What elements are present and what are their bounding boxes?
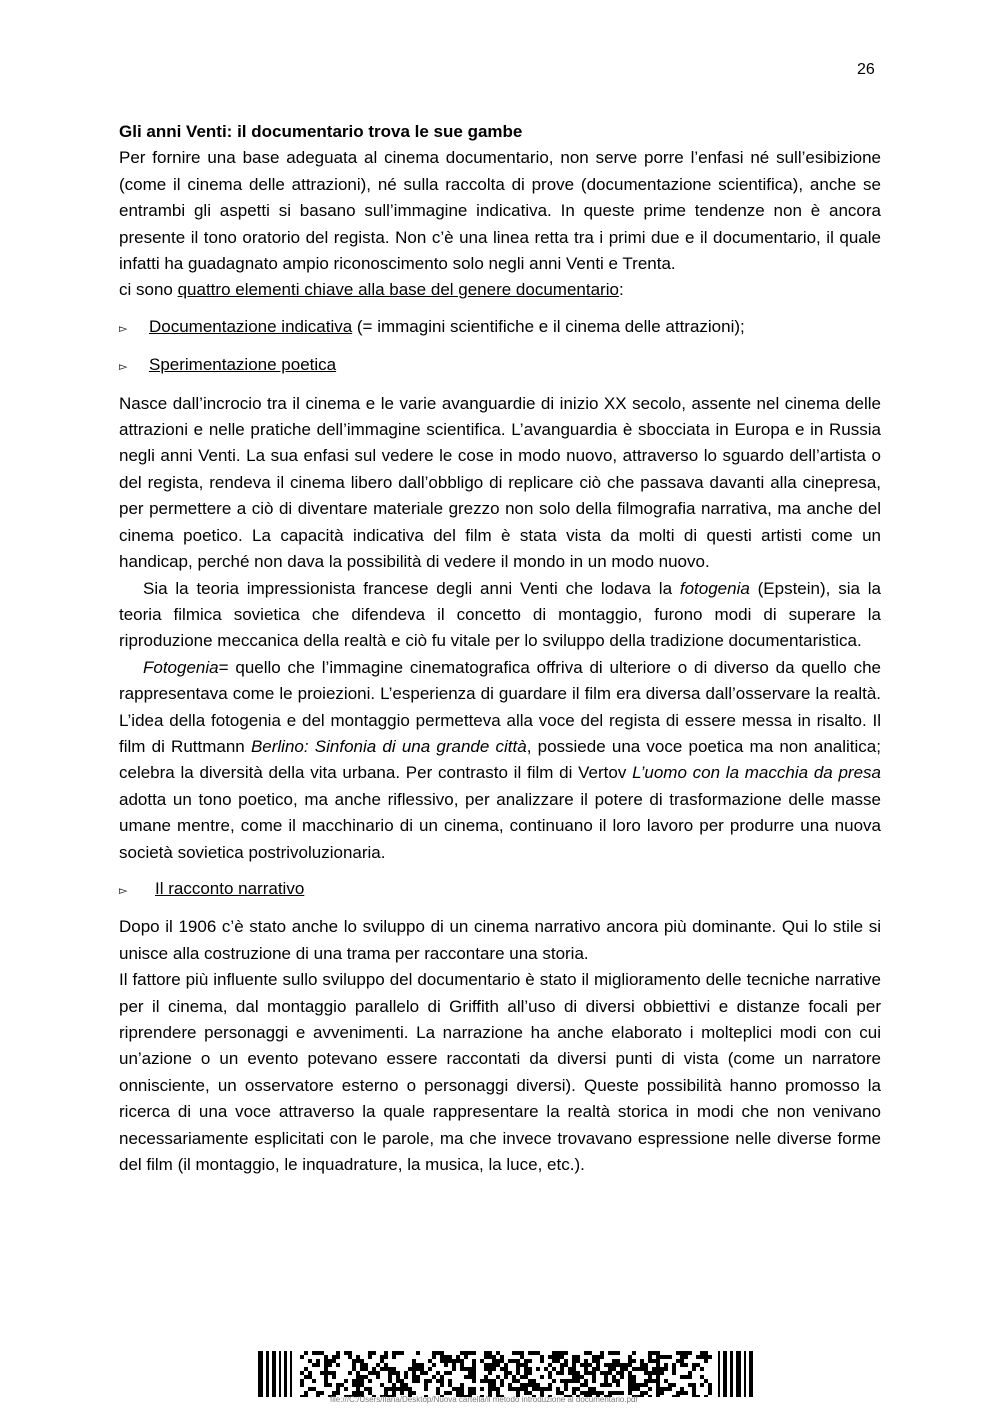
teoria-text-b: (Epstein), sia la teoria filmica sovietica che difendeva il concetto di montaggio, furono modi di superare la riproduzione meccanica della realtà e ciò fu vitale per lo sviluppo della tradizione documentaristica. (119, 578, 881, 651)
bullet-label: Sperimentazione poetica (149, 355, 337, 375)
section-heading: Gli anni Venti: il documentario trova le sue gambe (119, 122, 523, 141)
bullet-racconto (119, 876, 881, 904)
fotogenia-text-b: , possiede una voce poetica ma non analitica; celebra la diversità della vita urbana. Per contrasto il film di Vertov (119, 736, 881, 783)
bullet-label: Documentazione indicativa (149, 316, 353, 336)
intro-paragraph: Per fornire una base adeguata al cinema documentario, non serve porre l’enfasi né sull’esibizione (come il cinema delle attrazioni), né sulla raccolta di prove (documentazione scientifica), anche se entrambi gli aspetti si basano sull’immagine indicativa. In queste prime tendenze non è ancora presente il tono oratorio del regista. Non c’è una linea retta tra i primi due e il documentario, il quale infatti ha guadagnato ampio riconoscimento solo negli anni Venti e Trenta. (119, 148, 881, 274)
document-body (119, 119, 881, 1178)
page-number: 26 (857, 61, 875, 78)
fotogenia-text-c: adotta un tono poetico, ma anche riflessivo, per analizzare il potere di trasformazione delle masse umane mentre, come il macchinario di un cinema, continuano il loro lavoro per produrre una nuova società sovietica postrivoluzionaria. (119, 789, 881, 862)
fotogenia-paragraph (119, 655, 881, 866)
key-intro-underlined: quattro elementi chiave alla base del genere documentario (177, 280, 619, 300)
bullet-arrow-icon: ▻ (119, 322, 128, 335)
bullet-arrow-icon: ▻ (119, 361, 128, 374)
teoria-paragraph (119, 576, 881, 655)
paragraph-1906: Dopo il 1906 c’è stato anche lo sviluppo di un cinema narrativo ancora più dominante. Qui lo stile si unisce alla costruzione di una trama per raccontare una storia. (119, 917, 881, 963)
key-elements-intro (119, 277, 881, 303)
paragraph-fattore: Il fattore più influente sullo sviluppo del documentario è stato il miglioramento delle tecniche narrative per il cinema, dal montaggio parallelo di Griffith all’uso di diversi obbiettivi e distanze focali per riprendere personaggi e avvenimenti. La narrazione ha anche elaborato i molteplici modi con cui un’azione o un evento potevano essere raccontati da diversi punti di vista (come un narratore onnisciente, un osservatore esterno o personaggi diversi). Queste possibilità hanno promosso la ricerca di una voce attraverso la quale rappresentare la realtà storica in modi che non venivano necessariamente esplicitati con le parole, ma che invece trovavano espressione nelle diverse forme del film (il montaggio, le inquadrature, la musica, la luce, etc.). (119, 970, 881, 1175)
bullet-documentazione (119, 314, 881, 342)
film-title-berlino: Berlino: Sinfonia di una grande città (250, 736, 527, 756)
teoria-text-a: Sia la teoria impressionista francese degli anni Venti che lodava la (143, 578, 680, 598)
bullet-label: Il racconto narrativo (155, 878, 305, 898)
key-intro-post: : (618, 280, 624, 300)
avanguardie-paragraph: Nasce dall’incrocio tra il cinema e le varie avanguardie di inizio XX secolo, assente nel cinema delle attrazioni e nelle pratiche dell’immagine scientifica. L’avanguardia è sbocciata in Europa e in Russia negli anni Venti. La sua enfasi sul vedere le cose in modo nuovo, attraverso lo sguardo dell’artista o del regista, rendeva il cinema libero dall’obbligo di replicare ciò che passava davanti alla cinepresa, per permettere a ciò di diventare materiale grezzo non solo della filmografia narrativa, ma anche del cinema poetico. La capacità indicativa del film è stata vista da molti di questi artisti come un handicap, perché non dava la possibilità di vedere il mondo in un modo nuovo. (119, 393, 881, 572)
barcode (258, 1351, 758, 1397)
fotogenia-definition-term: Fotogenia (143, 657, 219, 677)
bullet-description: (= immagini scientifiche e il cinema delle attrazioni); (352, 316, 745, 336)
barcode-caption: file:///C:/Users/Ilaria/Desktop/Nuova cartella/il metodo introduzione al documentario.pdf (330, 1395, 638, 1404)
fotogenia-text-a: = quello che l’immagine cinematografica offriva di ulteriore o di diverso da quello che rappresentava come le proiezioni. L’esperienza di guardare il film era diversa dall’osservare la realtà. L’idea della fotogenia e del montaggio permetteva alla voce del regista di essere messa in risalto. Il film di Ruttmann (119, 657, 881, 756)
bullet-text (149, 314, 745, 340)
key-intro-pre: ci sono (119, 280, 178, 300)
bullet-arrow-icon: ▻ (119, 884, 128, 897)
fotogenia-term: fotogenia (679, 578, 750, 598)
barcode-graphic (258, 1351, 758, 1397)
bullet-sperimentazione (119, 352, 881, 380)
film-title-vertov: L’uomo con la macchia da presa (632, 763, 882, 783)
